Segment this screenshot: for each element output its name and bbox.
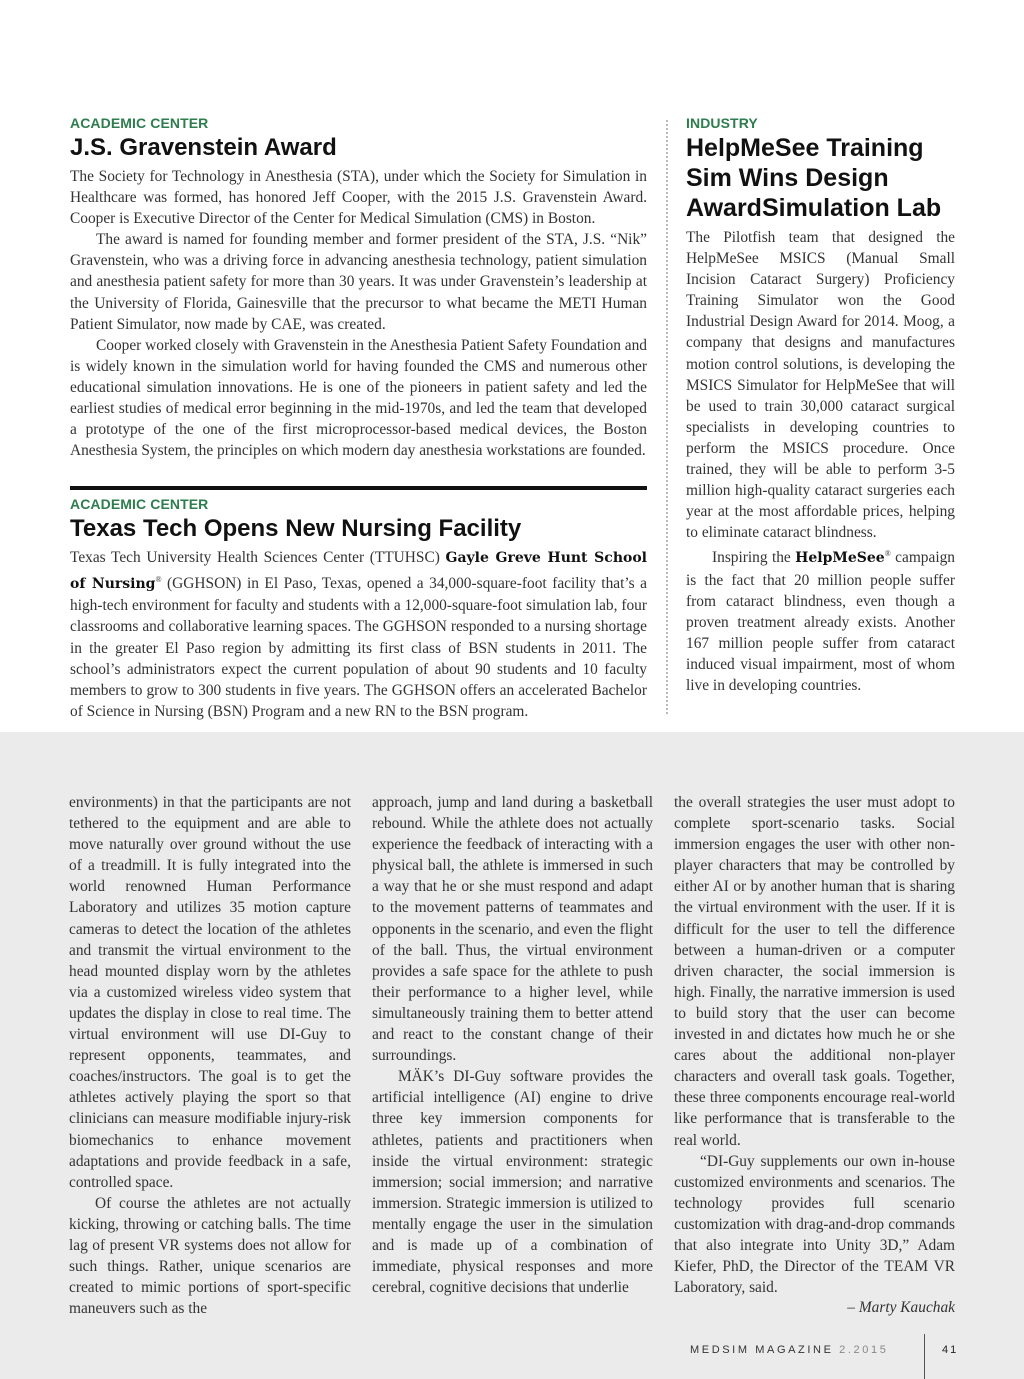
section-kicker: INDUSTRY bbox=[686, 115, 758, 131]
brand-name: HelpMeSee bbox=[795, 550, 885, 567]
page-footer bbox=[690, 1344, 888, 1356]
continued-column-1 bbox=[69, 792, 351, 1319]
page-number: 41 bbox=[942, 1344, 959, 1356]
article-paragraph: “DI-Guy supplements our own in-house customized environments and scenarios. The technology provides full scenario customization with drag-and-drop commands that also integrate into Unity 3D,” Adam Kiefer, PhD, the Director of the TEAM VR Laboratory, said. bbox=[674, 1152, 955, 1297]
article-paragraph: MÄK’s DI-Guy software provides the artificial intelligence (AI) engine to drive three key immersion components for athletes, patients and practitioners when inside the virtual environment: strategic immersion; social immersion; and narrative immersion. Strategic immersion is utilized to mentally engage the user in the simulation and is made up of a combination of immediate, physical responses and more cerebral, cognitive decisions that underlie bbox=[372, 1068, 653, 1297]
footer-divider bbox=[924, 1334, 925, 1379]
article-texas-tech bbox=[70, 496, 647, 722]
article-paragraph bbox=[686, 543, 955, 696]
section-kicker: ACADEMIC CENTER bbox=[70, 496, 209, 512]
section-divider-rule bbox=[70, 486, 647, 490]
article-headline: Texas Tech Opens New Nursing Facility bbox=[70, 515, 522, 542]
article-paragraph: the overall strategies the user must adopt to complete sport-scenario tasks. Social immersion engages the user with other non-player characters that may be controlled by either AI or by another human that is sharing the virtual environment with the user. If it is difficult for the user to tell the difference between a human-driven or a computer driven character, the social immersion is high. Finally, the narrative immersion is used to build story that the user can become invested in and dictates how much he or she cares about the additional non-player characters and overall task goals. Together, these three components encourage real-world like performance that is transferable to the real world. bbox=[674, 794, 955, 1149]
article-headline: J.S. Gravenstein Award bbox=[70, 134, 337, 161]
article-headline: HelpMeSee Training Sim Wins Design AwardSimulation Lab bbox=[686, 134, 942, 222]
text: (GGHSON) in El Paso, Texas, opened a 34,000-square-foot facility that’s a high-tech environment for faculty and students with a 12,000-square-foot simulation lab, four classrooms and collaborative learning spaces. The GGHSON responded to a nursing shortage in the greater El Paso region by admitting its first class of BSN students in 2011. The school’s administrators expect the current population of about 90 students and 10 faculty members to grow to 300 students in five years. The GGHSON offers an accelerated Bachelor of Science in Nursing (BSN) Program and a new RN to the BSN program. bbox=[70, 575, 647, 720]
article-paragraph: approach, jump and land during a basketball rebound. While the athlete does not actually experience the feedback of interacting with a physical ball, the athlete is immersed in such a way that he or she must respond and adapt to the movement patterns of teammates and opponents in the scenario, and even the flight of the ball. Thus, the virtual environment provides a safe space for the athlete to push their performance to a higher level, while simultaneously training them to better attend and react to the constant change of their surroundings. bbox=[372, 794, 653, 1065]
registered-mark: ® bbox=[155, 575, 162, 585]
continued-column-3 bbox=[674, 792, 955, 1317]
article-paragraph: The Pilotfish team that designed the HelpMeSee MSICS (Manual Small Incision Cataract Surgery) Proficiency Training Simulator won the Good Industrial Design Award for 2014. Moog, a company that designs and manufactures motion control solutions, is developing the MSICS Simulator for HelpMeSee that will be used to train 30,000 cataract surgical specialists in developing countries to perform the MSICS procedure. Once trained, they will be able to perform 3-5 million high-quality cataract surgeries each year at the most affordable prices, helping to eliminate cataract blindness. bbox=[686, 229, 955, 542]
article-gravenstein-award bbox=[70, 115, 647, 461]
registered-mark: ® bbox=[884, 549, 891, 559]
article-paragraph: Cooper worked closely with Gravenstein in the Anesthesia Patient Safety Foundation and is widely known in the simulation world for having founded the CMS and numerous other educational simulation innovations. He is one of the pioneers in patient safety and led the earliest studies of medical error beginning in the mid-1970s, and led the team that developed a prototype of the one of the first microprocessor-based medical devices, the Boston Anesthesia System, the principles on which modern day anesthesia workstations are founded. bbox=[70, 336, 647, 460]
school-name: Gayle Greve Hunt School of Nursing bbox=[70, 550, 647, 593]
author-byline: – Marty Kauchak bbox=[847, 1299, 955, 1317]
section-kicker: ACADEMIC CENTER bbox=[70, 115, 209, 131]
article-paragraph bbox=[70, 547, 647, 722]
article-paragraph: Of course the athletes are not actually kicking, throwing or catching balls. The time lag of present VR systems does not allow for such things. Rather, unique scenarios are created to mimic portions of sport-specific maneuvers such as the bbox=[69, 1194, 351, 1318]
article-paragraph: The award is named for founding member and former president of the STA, J.S. “Nik” Gravenstein, who was a driving force in advancing anesthesia technology, patient simulation and anesthesia patient safety for more than 30 years. It was under Gravenstein’s leadership at the University of Florida, Gainesville that the precursor to what became the METI Human Patient Simulator, now made by CAE, was created. bbox=[70, 231, 647, 333]
article-paragraph: The Society for Technology in Anesthesia (STA), under which the Society for Simulation in Healthcare was formed, has honored Jeff Cooper, with the 2015 J.S. Gravenstein Award. Cooper is Executive Director of the Center for Medical Simulation (CMS) in Boston. bbox=[70, 168, 647, 228]
column-divider bbox=[666, 120, 668, 714]
text: campaign is the fact that 20 million people suffer from cataract blindness, even though a proven treatment already exists. Another 167 million people suffer from cataract induced visual impairment, most of whom live in developing countries. bbox=[686, 549, 955, 695]
text: Inspiring the bbox=[712, 549, 796, 567]
issue-number: 2.2015 bbox=[839, 1344, 889, 1356]
text: Texas Tech University Health Sciences Center (TTUHSC) bbox=[70, 549, 446, 566]
article-paragraph: environments) in that the participants are not tethered to the equipment and are able to move naturally over ground without the use of a treadmill. It is fully integrated into the world renowned Human Performance Laboratory and utilizes 35 motion capture cameras to detect the location of the athletes and transmit the virtual environment to the head mounted display worn by the athletes via a customized wireless video system that updates the display in close to real time. The virtual environment will use DI-Guy to represent opponents, teammates, and coaches/instructors. The goal is to get the athletes actively playing the sport so that clinicians can measure modifiable injury-risk biomechanics to enhance movement adaptations and provide feedback in a safe, controlled space. bbox=[69, 794, 351, 1191]
article-helpmesee bbox=[686, 115, 955, 696]
magazine-name: MEDSIM MAGAZINE bbox=[690, 1344, 834, 1356]
continued-column-2 bbox=[372, 792, 653, 1298]
